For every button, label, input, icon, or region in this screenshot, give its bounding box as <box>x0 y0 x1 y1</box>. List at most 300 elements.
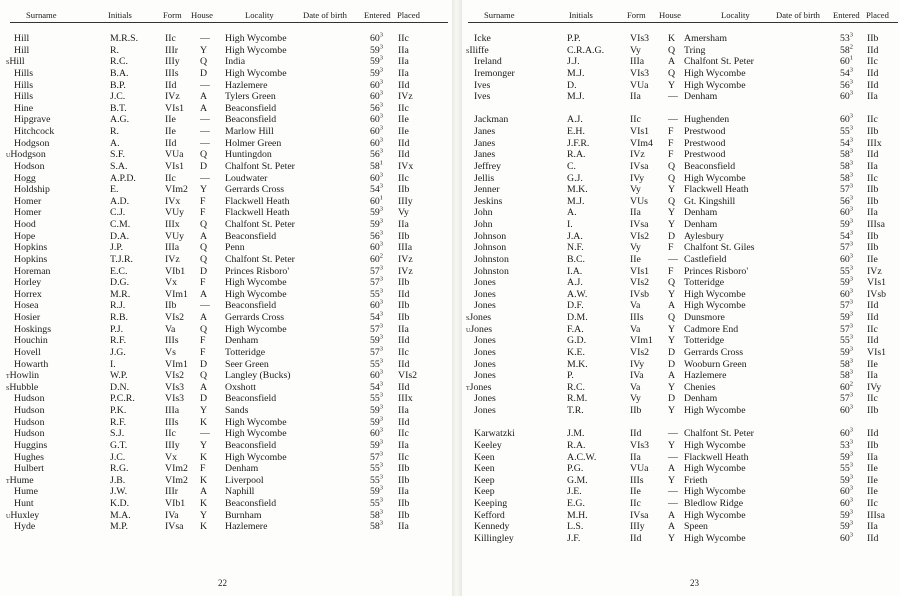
table-row <box>462 173 900 185</box>
table-row <box>0 510 452 522</box>
table-row <box>0 184 452 196</box>
surname-cell <box>6 370 39 382</box>
status-prefix: s <box>6 382 10 392</box>
surname-cell <box>14 33 29 45</box>
entered-term: 2 <box>849 43 854 51</box>
surname-text: Jackman <box>474 114 509 126</box>
entered-term: 2 <box>379 252 384 260</box>
surname-cell <box>14 126 54 138</box>
surname-text: Johnson <box>474 230 507 242</box>
placed-cell: IId <box>867 428 879 440</box>
header-house: House <box>659 10 681 20</box>
entered-year: 60 <box>370 33 380 44</box>
surname-cell <box>14 45 29 57</box>
locality-cell: High Wycombe <box>225 323 287 335</box>
form-cell: IIIy <box>165 56 180 68</box>
locality-cell: Beaconsfield <box>684 160 736 172</box>
surname-cell <box>14 300 38 312</box>
entered-term: 3 <box>849 357 854 365</box>
locality-cell: Beaconsfield <box>225 498 277 509</box>
locality-cell: Speen <box>684 521 708 533</box>
table-row <box>462 300 900 312</box>
header-entered: Entered <box>833 10 860 20</box>
house-cell: K <box>200 416 208 428</box>
placed-cell: IIe <box>867 486 878 498</box>
entered-term: 3 <box>379 403 384 411</box>
locality-cell: High Wycombe <box>684 439 746 451</box>
initials-cell: B.T. <box>110 102 127 114</box>
form-cell: VUy <box>165 230 185 242</box>
table-row <box>0 498 452 510</box>
initials-cell: C.J. <box>110 207 126 219</box>
entered-term: 3 <box>379 240 384 248</box>
house-cell: — <box>200 114 210 126</box>
table-row <box>462 405 900 417</box>
surname-text: Hume <box>9 474 34 486</box>
surname-cell <box>474 231 506 243</box>
table-row <box>462 161 900 173</box>
table-row <box>0 324 452 336</box>
entered-year: 59 <box>840 312 850 323</box>
initials-cell: P.P. <box>567 33 581 44</box>
table-row <box>0 428 452 440</box>
surname-cell <box>14 498 34 510</box>
surname-cell <box>14 417 44 429</box>
locality-cell: Prestwood <box>684 137 726 149</box>
table-row <box>0 300 452 312</box>
surname-text: Howarth <box>14 358 49 370</box>
placed-cell: IIc <box>398 102 409 114</box>
entered-year: 59 <box>370 56 380 68</box>
form-cell: IIe <box>165 126 176 137</box>
surname-text: Hudson <box>14 428 45 440</box>
surname-cell <box>14 91 33 103</box>
table-row <box>0 138 452 150</box>
locality-cell: High Wycombe <box>225 44 287 56</box>
placed-cell: IIa <box>398 219 409 230</box>
placed-cell: IIIsa <box>867 509 885 521</box>
locality-cell: Hazlemere <box>225 79 268 91</box>
house-cell: Y <box>200 509 208 521</box>
entered-year: 60 <box>370 242 380 254</box>
entered-term: 3 <box>849 322 854 330</box>
surname-text: Huggins <box>14 439 48 451</box>
surname-cell <box>466 45 489 57</box>
surname-text: Jones <box>470 323 493 335</box>
table-row <box>462 266 900 278</box>
locality-cell: Oxshott <box>225 381 257 393</box>
entered-term: 3 <box>849 171 854 179</box>
surname-text: Jones <box>474 300 496 312</box>
form-cell: VIs3 <box>630 33 650 44</box>
surname-cell <box>14 359 48 371</box>
locality-cell: Aylesbury <box>684 230 724 242</box>
table-row <box>0 254 452 266</box>
initials-cell: E.G. <box>567 498 585 509</box>
entered-term: 3 <box>379 322 384 330</box>
surname-cell <box>14 138 49 150</box>
entered-year: 58 <box>840 160 850 172</box>
page-number: 22 <box>218 578 227 588</box>
locality-cell: Chalfont St. Peter <box>225 253 295 265</box>
entered-year: 60 <box>840 91 850 103</box>
form-cell: IIe <box>165 114 176 126</box>
surname-text: Jeffrey <box>474 160 502 172</box>
form-cell: VUa <box>165 149 184 161</box>
placed-cell: IIb <box>867 405 879 416</box>
table-row <box>0 219 452 231</box>
surname-cell <box>14 231 35 243</box>
locality-cell: Langley (Bucks) <box>225 370 291 382</box>
entered-year: 56 <box>370 230 380 242</box>
locality-cell: High Wycombe <box>225 67 287 79</box>
surname-cell <box>474 463 495 475</box>
initials-cell: R.A. <box>567 439 586 451</box>
table-row <box>462 184 900 196</box>
initials-cell: P.J. <box>110 323 124 335</box>
entered-term: 3 <box>379 450 384 458</box>
table-row <box>462 347 900 359</box>
placed-cell: IIIy <box>398 195 413 207</box>
entered-term: 3 <box>849 240 854 248</box>
house-cell: A <box>668 300 676 312</box>
house-cell: D <box>668 358 676 370</box>
initials-cell: J.A. <box>567 230 583 242</box>
status-prefix: u <box>466 324 471 334</box>
house-cell: F <box>200 195 206 207</box>
house-cell: Q <box>668 172 676 184</box>
initials-cell: R. <box>110 126 119 137</box>
entered-term: 3 <box>379 426 384 434</box>
surname-cell <box>6 510 39 522</box>
surname-cell <box>474 359 496 371</box>
table-row <box>462 33 900 45</box>
entered-term: 3 <box>849 252 854 260</box>
surname-cell <box>14 68 33 80</box>
house-cell: Y <box>668 207 676 219</box>
surname-text: Ives <box>474 79 491 91</box>
locality-cell: Tring <box>684 44 706 56</box>
house-cell: Y <box>668 323 676 335</box>
surname-text: Hill <box>14 33 30 44</box>
locality-cell: Beaconsfield <box>225 300 277 312</box>
locality-cell: Denham <box>684 91 718 103</box>
locality-cell: Denham <box>684 219 718 230</box>
form-cell: VIm1 <box>630 335 653 347</box>
house-cell: F <box>200 277 206 289</box>
placed-cell: IVz <box>867 265 882 277</box>
surname-cell <box>474 475 495 487</box>
surname-cell <box>14 207 41 219</box>
table-row <box>462 393 900 405</box>
surname-cell <box>474 393 496 405</box>
surname-text: Hopkins <box>14 253 48 265</box>
entered-year: 58 <box>370 160 380 172</box>
placed-cell: IIa <box>398 67 409 79</box>
entered-term: 3 <box>849 206 854 214</box>
entered-term: 3 <box>379 275 384 283</box>
surname-text: Hills <box>14 91 34 103</box>
placed-cell: IIb <box>398 277 410 289</box>
form-cell: IVz <box>165 253 180 265</box>
surname-text: Holdship <box>14 184 50 196</box>
status-prefix: s <box>466 45 470 55</box>
placed-cell: IIb <box>867 230 879 242</box>
surname-text: Hunt <box>14 498 34 509</box>
surname-cell <box>474 114 508 126</box>
surname-cell <box>14 428 44 440</box>
initials-cell: J.P. <box>110 242 124 254</box>
house-cell: — <box>668 451 678 463</box>
placed-cell: IId <box>398 288 410 300</box>
section-spacer <box>462 103 900 115</box>
form-cell: IIIs <box>165 416 179 428</box>
form-cell: VIs2 <box>165 370 185 382</box>
placed-cell: IId <box>398 381 410 393</box>
entered-year: 55 <box>840 463 850 475</box>
table-row <box>462 91 900 103</box>
house-cell: Q <box>668 67 676 79</box>
surname-cell <box>14 335 48 347</box>
placed-cell: IVz <box>398 265 413 277</box>
placed-cell: IIc <box>867 172 878 184</box>
house-cell: D <box>200 67 208 79</box>
placed-cell: IIa <box>398 56 409 68</box>
header-rule <box>468 22 898 23</box>
surname-text: Hodson <box>14 160 45 172</box>
entered-term: 3 <box>379 485 384 493</box>
header-initials: Initials <box>108 10 132 20</box>
entered-year: 60 <box>840 405 850 416</box>
table-row <box>0 521 452 533</box>
entered-term: 3 <box>379 519 384 527</box>
locality-cell: Castlefield <box>684 253 727 265</box>
form-cell: IIIs <box>165 335 179 347</box>
status-prefix: t <box>6 475 10 485</box>
table-row <box>0 161 452 173</box>
entered-year: 55 <box>370 463 380 475</box>
house-cell: — <box>668 91 678 103</box>
entered-year: 58 <box>840 44 850 56</box>
form-cell: IId <box>165 79 177 91</box>
surname-text: Keeley <box>474 439 502 451</box>
surname-text: Horley <box>14 277 42 289</box>
placed-cell: IIb <box>867 439 879 451</box>
entered-term: 3 <box>849 78 854 86</box>
surname-text: Jones <box>469 381 492 393</box>
entered-year: 60 <box>370 91 380 103</box>
locality-cell: Beaconsfield <box>225 393 277 405</box>
locality-cell: Penn <box>225 242 245 254</box>
house-cell: A <box>200 230 208 242</box>
entered-year: 56 <box>840 195 850 207</box>
surname-cell <box>14 440 47 452</box>
table-row <box>0 126 452 138</box>
entered-term: 3 <box>379 287 384 295</box>
form-cell: IVsa <box>630 160 649 172</box>
house-cell: D <box>200 265 208 277</box>
entered-year: 55 <box>840 126 850 137</box>
entered-year: 58 <box>370 509 380 521</box>
header-placed: Placed <box>397 10 420 20</box>
placed-cell: IIa <box>867 521 878 533</box>
locality-cell: Chenies <box>684 381 716 393</box>
surname-text: Hopkins <box>14 242 48 254</box>
surname-cell <box>474 510 505 522</box>
surname-text: Hudson <box>14 416 45 428</box>
initials-cell: K.D. <box>110 498 130 509</box>
header-entered: Entered <box>364 10 391 20</box>
initials-cell: B.A. <box>110 67 129 79</box>
entered-term: 3 <box>379 217 384 225</box>
house-cell: A <box>200 288 208 300</box>
locality-cell: High Wycombe <box>225 428 287 440</box>
surname-cell <box>474 126 495 138</box>
initials-cell: M.J. <box>567 67 585 79</box>
house-cell: Y <box>668 335 676 347</box>
surname-text: John <box>474 207 493 219</box>
surname-cell <box>474 80 490 92</box>
house-cell: F <box>668 137 674 149</box>
surname-cell <box>14 324 51 336</box>
header-form: Form <box>163 10 182 20</box>
placed-cell: IIb <box>398 230 410 242</box>
placed-cell: IId <box>398 137 410 149</box>
placed-cell: VIs1 <box>867 346 887 358</box>
initials-cell: J.F. <box>567 532 581 544</box>
table-row <box>0 207 452 219</box>
entered-term: 3 <box>379 171 384 179</box>
initials-cell: P.K. <box>110 405 127 416</box>
locality-cell: Totteridge <box>684 277 725 289</box>
entered-term: 3 <box>849 485 854 493</box>
surname-cell <box>474 498 507 510</box>
table-row <box>0 149 452 161</box>
table-row <box>462 440 900 452</box>
entered-term: 3 <box>849 392 854 400</box>
surname-cell <box>474 289 496 301</box>
placed-cell: IIa <box>867 91 878 103</box>
surname-cell <box>14 219 36 231</box>
table-row <box>462 521 900 533</box>
entered-year: 55 <box>370 393 380 405</box>
book-gutter <box>452 0 462 596</box>
form-cell: VIs1 <box>165 160 185 172</box>
placed-cell: IIIx <box>867 137 882 149</box>
placed-cell: IIb <box>398 312 410 323</box>
locality-cell: Liverpool <box>225 474 264 486</box>
surname-text: Hood <box>14 219 36 230</box>
entered-term: 3 <box>379 345 384 353</box>
form-cell: IId <box>630 428 642 440</box>
surname-text: Hosier <box>14 312 41 323</box>
status-prefix: u <box>6 150 11 160</box>
form-cell: VIs3 <box>630 439 650 451</box>
form-cell: VIs2 <box>630 230 650 242</box>
locality-cell: Hughenden <box>684 114 730 126</box>
initials-cell: W.P. <box>110 370 128 382</box>
entered-year: 60 <box>840 253 850 265</box>
table-row <box>462 138 900 150</box>
form-cell: VIm2 <box>165 474 188 486</box>
placed-cell: IIIx <box>398 393 413 405</box>
initials-cell: S.F. <box>110 149 126 161</box>
house-cell: — <box>200 300 210 312</box>
surname-cell <box>474 68 515 80</box>
placed-cell: IIa <box>867 451 878 463</box>
entered-year: 59 <box>370 44 380 56</box>
entered-year: 53 <box>840 439 850 451</box>
initials-cell: J.C. <box>110 451 126 463</box>
form-cell: IIe <box>630 486 641 498</box>
form-cell: Va <box>165 323 176 335</box>
entered-term: 3 <box>849 89 854 97</box>
table-row <box>0 440 452 452</box>
form-cell: VIb1 <box>165 265 186 277</box>
form-cell: Va <box>630 323 641 335</box>
initials-cell: J.G. <box>110 346 126 358</box>
placed-cell: IIe <box>867 474 878 486</box>
placed-cell: IIc <box>398 346 409 358</box>
form-cell: IIa <box>630 207 641 219</box>
entered-year: 60 <box>840 288 850 300</box>
surname-text: Hoskings <box>14 323 52 335</box>
table-row <box>0 312 452 324</box>
placed-cell: IIb <box>398 300 410 312</box>
surname-text: Horeman <box>14 265 51 277</box>
locality-cell: Denham <box>684 207 718 219</box>
surname-cell <box>474 335 496 347</box>
table-row <box>462 486 900 498</box>
entered-year: 56 <box>840 79 850 91</box>
form-cell: IIc <box>630 114 641 126</box>
entered-term: 3 <box>849 519 854 527</box>
form-cell: IIIs <box>630 474 644 486</box>
surname-text: Ireland <box>474 56 502 68</box>
surname-text: Homer <box>14 207 42 219</box>
placed-cell: IIb <box>867 184 879 196</box>
placed-cell: IIc <box>398 451 409 463</box>
house-cell: F <box>668 242 674 254</box>
locality-cell: High Wycombe <box>684 463 746 475</box>
table-row <box>462 277 900 289</box>
placed-cell: IIb <box>867 33 879 44</box>
locality-cell: Flackwell Heath <box>684 451 749 463</box>
locality-cell: India <box>225 56 246 68</box>
locality-cell: Gerrards Cross <box>225 312 285 323</box>
locality-cell: Gerrards Cross <box>225 184 285 196</box>
entered-term: 3 <box>379 438 384 446</box>
house-cell: D <box>200 393 208 405</box>
entered-term: 3 <box>379 229 384 237</box>
surname-text: Killingley <box>474 532 514 544</box>
surname-cell <box>474 521 509 533</box>
right-page <box>462 0 900 596</box>
surname-cell <box>474 347 496 359</box>
entered-cell <box>840 533 853 545</box>
surname-text: Hughes <box>14 451 44 463</box>
surname-cell <box>474 533 514 545</box>
entry-list <box>0 33 452 533</box>
initials-cell: R.G. <box>110 463 129 475</box>
locality-cell: Frieth <box>684 474 708 486</box>
entered-year: 54 <box>840 230 850 242</box>
entered-year: 57 <box>370 277 380 289</box>
surname-text: Keen <box>474 463 495 475</box>
entered-year: 60 <box>370 195 380 207</box>
entered-year: 58 <box>840 370 850 382</box>
table-row <box>462 533 900 545</box>
